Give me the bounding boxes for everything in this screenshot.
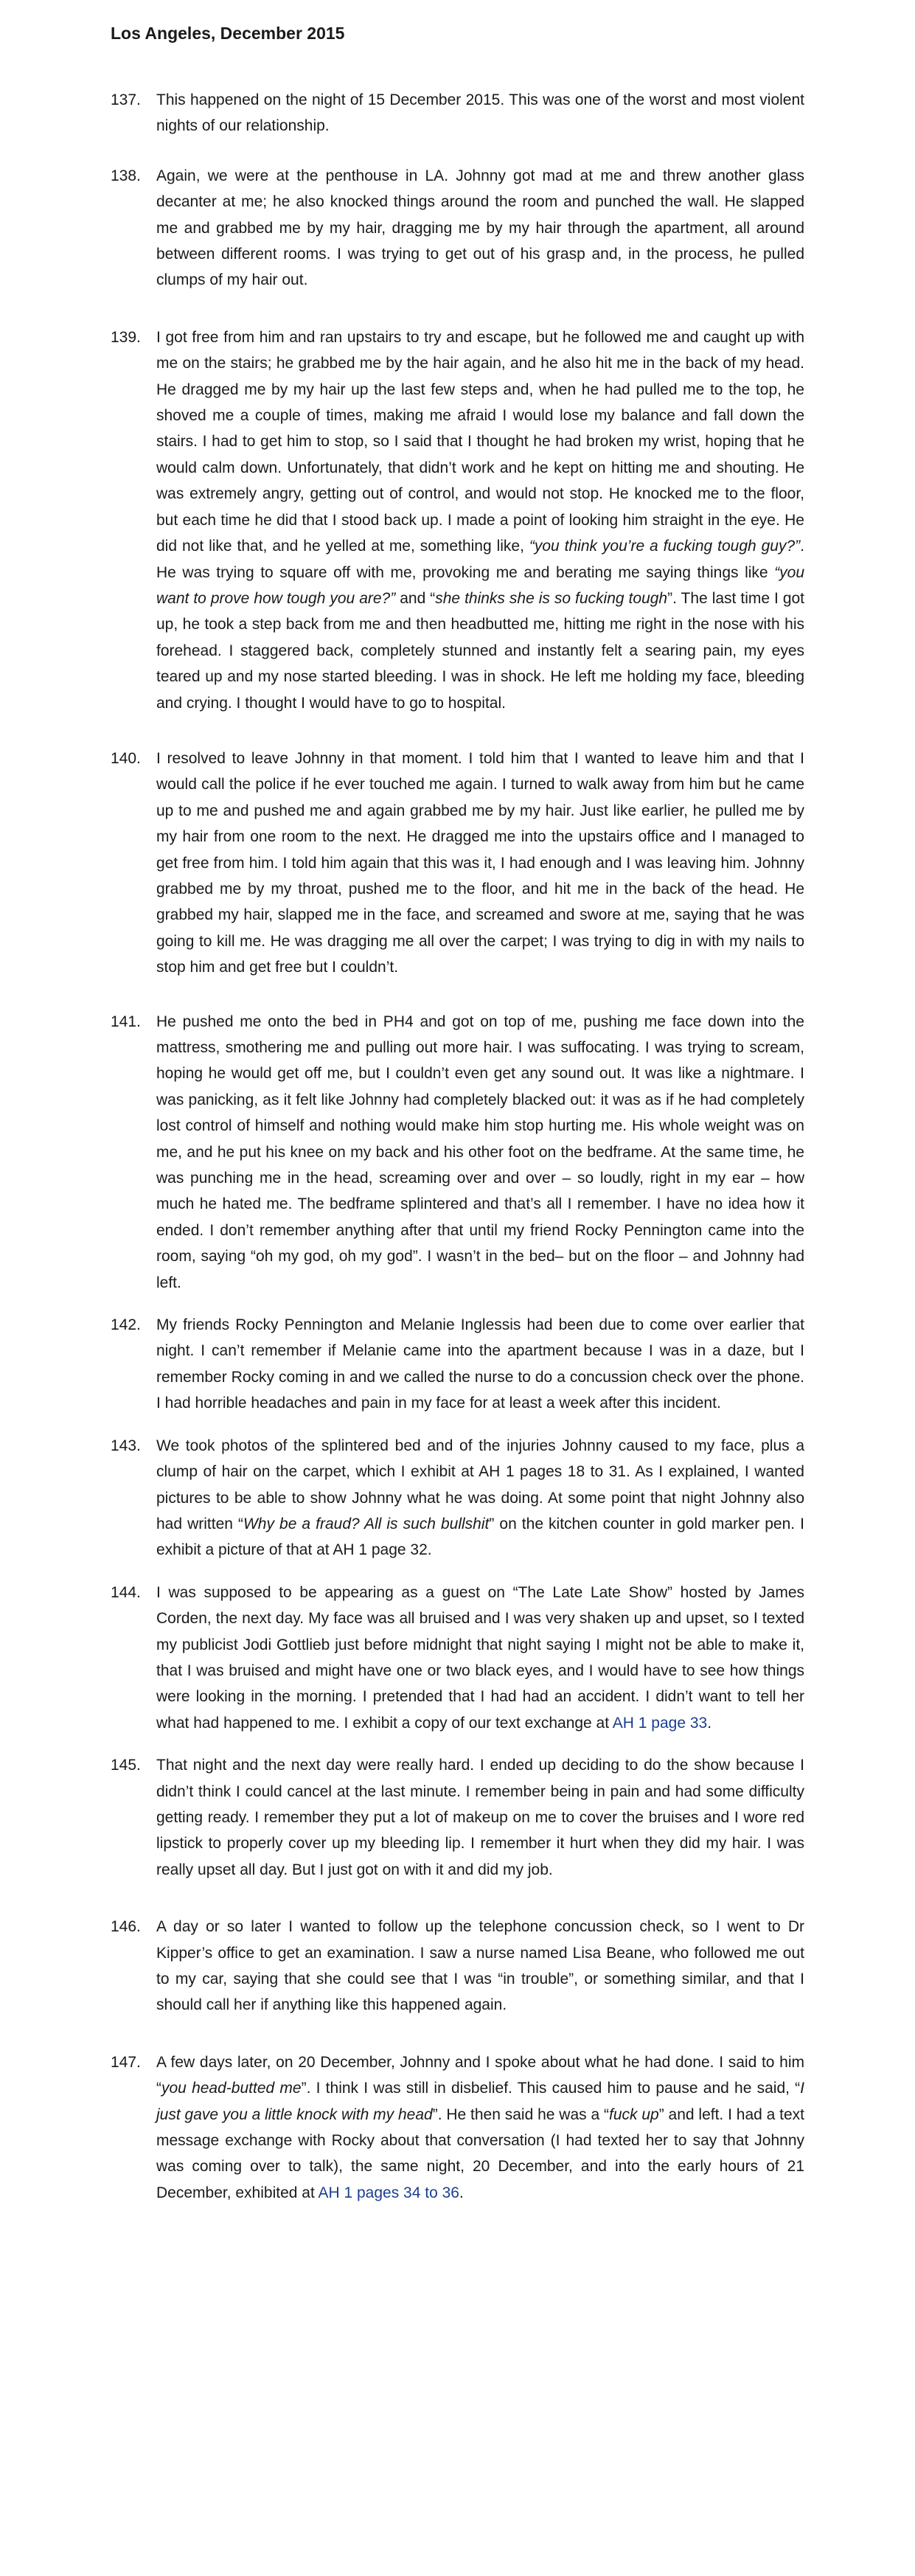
text-run: I was supposed to be appearing as a guest on “The Late Late Show” hosted by James Corden, the next day. My face was all bruised and I was very shaken up and upset, so I texted my publicist Jodi Gottlieb just before midnight that night saying I might not be able to make it, that I was bruised and might have one or two black eyes, and I would have to see how things were looking in the morning. I pretended that I had had an accident. I didn’t want to tell her what had happened to me. I exhibit a copy of our text exchange at [156, 1583, 804, 1732]
paragraph-text [156, 1009, 804, 1296]
paragraph-number: 147. [111, 2053, 141, 2071]
paragraph-text [156, 1312, 804, 1417]
quoted-speech: I just gave you a little knock with my head [156, 2080, 805, 2123]
paragraph-text [156, 87, 804, 139]
paragraph-number: 143. [111, 1437, 141, 1454]
numbered-paragraph [111, 746, 804, 981]
quoted-speech: “you think you’re a fucking tough guy?” [529, 538, 801, 555]
paragraph-list [111, 87, 804, 2206]
quoted-speech: you head-butted me [161, 2080, 302, 2097]
numbered-paragraph [111, 2049, 804, 2206]
text-run: and “ [395, 589, 436, 607]
paragraph-text [156, 163, 804, 294]
paragraph-text [156, 1433, 804, 1563]
section-heading: Los Angeles, December 2015 [111, 24, 345, 43]
paragraph-number: 138. [111, 167, 141, 184]
text-run: We took photos of the splintered bed and of the injuries Johnny caused to my face, plus a clump of hair on the carpet, which I exhibit at AH 1 pages 18 to 31. As I explained, I wanted pictures to be able to show Johnny what he was doing. At some point that night Johnny also had written “ [156, 1437, 804, 1532]
text-run: ” on the kitchen counter in gold marker pen. I exhibit a picture of that at AH 1 page 32. [156, 1515, 805, 1559]
quoted-speech: “you want to prove how tough you are?” [156, 563, 804, 607]
paragraph-text [156, 1914, 804, 2018]
numbered-paragraph [111, 1009, 804, 1296]
text-run: ”. I think I was still in disbelief. This caused him to pause and he said, “ [301, 2080, 801, 2097]
exhibit-reference-link[interactable]: AH 1 pages 34 to 36 [318, 2184, 459, 2201]
paragraph-text [156, 324, 804, 716]
text-run: He pushed me onto the bed in PH4 and got on top of me, pushing me face down into the mattress, smothering me and pulling out more hair. I was suffocating. I was trying to scream, hoping he would get off me, but I couldn’t even get any sound out. It was like a nightmare. I was panicking, as it felt like Johnny had completely blacked out: it was as if he had completely lost control of himself and nothing would make him stop hurting me. His whole weight was on me, and he put his knee on my back and his other foot on the bedframe. At the same time, he was punching me in the head, screaming over and over – so loudly, right in my ear – how much he hated me. The bedframe splintered and that’s all I remember. I have no idea how it ended. I don’t remember anything after that until my friend Rocky Pennington came into the room, saying “oh my god, oh my god”. I wasn’t in the bed– but on the floor – and Johnny had left. [156, 1013, 804, 1291]
paragraph-text [156, 746, 804, 981]
text-run: Again, we were at the penthouse in LA. Johnny got mad at me and threw another glass decanter at me; he also knocked things around the room and punched the wall. He slapped me and grabbed me by my hair, dragging me by my hair through the apartment, all around between different rooms. I was trying to get out of his grasp and, in the process, he pulled clumps of my hair out. [156, 167, 804, 289]
text-run: That night and the next day were really hard. I ended up deciding to do the show because I didn’t think I could cancel at the last minute. I remember being in pain and had some difficulty getting ready. I remember they put a lot of makeup on me to cover the bruises and I wore red lipstick to properly cover up my bleeding lip. I remember it hurt when they did my hair. I was really upset all day. But I just got on with it and did my job. [156, 1757, 804, 1878]
paragraph-number: 140. [111, 749, 141, 767]
paragraph-text [156, 2049, 804, 2206]
text-run: A few days later, on 20 December, Johnny and I spoke about what he had done. I said to him “ [156, 2053, 804, 2097]
text-run: I resolved to leave Johnny in that moment. I told him that I wanted to leave him and that I would call the police if he ever touched me again. I turned to walk away from him but he came up to me and pushed me and again grabbed me by my hair. Just like earlier, he pulled me by my hair from one room to the next. He dragged me into the upstairs office and I managed to get free from him. I told him again that this was it, I had enough and I was leaving him. Johnny grabbed me by my throat, pushed me to the floor, and hit me in the back of the head. He grabbed my hair, slapped me in the face, and screamed and swore at me, saying that he was going to kill me. He was dragging me all over the carpet; I was trying to dig in with my nails to stop him and get free but I couldn’t. [156, 749, 804, 976]
paragraph-number: 142. [111, 1316, 141, 1334]
paragraph-text [156, 1580, 804, 1736]
text-run: . [459, 2184, 464, 2201]
text-run: My friends Rocky Pennington and Melanie Inglessis had been due to come over earlier that night. I can’t remember if Melanie came into the apartment because I was in a daze, but I remember Rocky coming in and we called the nurse to do a concussion check over the phone. I had horrible headaches and pain in my face for at least a week after this incident. [156, 1316, 804, 1412]
numbered-paragraph [111, 324, 804, 716]
quoted-speech: Why be a fraud? All is such bullshit [243, 1515, 490, 1532]
numbered-paragraph [111, 1312, 804, 1417]
quoted-speech: she thinks she is so fucking tough [435, 589, 668, 607]
paragraph-number: 144. [111, 1583, 141, 1601]
paragraph-text [156, 1752, 804, 1883]
paragraph-number: 141. [111, 1013, 141, 1030]
exhibit-reference-link[interactable]: AH 1 page 33 [612, 1714, 708, 1732]
quoted-speech: fuck up [609, 2105, 659, 2123]
text-run: ” and left. I had a text message exchange with Rocky about that conversation (I had texted her to say that Johnny was coming over to talk), the same night, 20 December, and into the early hours of 21 December, exhibited at [156, 2105, 805, 2201]
numbered-paragraph [111, 1914, 804, 2018]
text-run: . [707, 1714, 712, 1732]
paragraph-number: 139. [111, 328, 141, 346]
text-run: I got free from him and ran upstairs to try and escape, but he followed me and caught up with me on the stairs; he grabbed me by the hair again, and he also hit me in the back of my head. He dragged me by my hair up the last few steps and, when he had pulled me to the top, he shoved me a couple of times, making me afraid I would lose my balance and fall down the stairs. I had to get him to stop, so I said that I thought he had broken my wrist, hoping that he would calm down. Unfortunately, that didn’t work and he kept on hitting me and shouting. He was extremely angry, getting out of control, and would not stop. He knocked me to the floor, but each time he did that I stood back up. I made a point of looking him straight in the eye. He did not like that, and he yelled at me, something like, [156, 328, 804, 555]
numbered-paragraph [111, 1580, 804, 1736]
numbered-paragraph [111, 1752, 804, 1883]
paragraph-number: 137. [111, 91, 141, 108]
numbered-paragraph [111, 163, 804, 294]
text-run: . He was trying to square off with me, provoking me and berating me saying things like [156, 538, 804, 581]
text-run: This happened on the night of 15 December 2015. This was one of the worst and most violent nights of our relationship. [156, 91, 804, 135]
text-run: ”. He then said he was a “ [432, 2105, 609, 2123]
numbered-paragraph [111, 87, 804, 139]
paragraph-number: 146. [111, 1918, 141, 1936]
text-run: A day or so later I wanted to follow up the telephone concussion check, so I went to Dr Kipper’s office to get an examination. I saw a nurse named Lisa Beane, who followed me out to my car, saying that she could see that I was “in trouble”, or something similar, and that I should call her if anything like this happened again. [156, 1918, 804, 2014]
paragraph-number: 145. [111, 1757, 141, 1774]
numbered-paragraph [111, 1433, 804, 1563]
text-run: ”. The last time I got up, he took a step back from me and then headbutted me, hitting me right in the nose with his forehead. I staggered back, completely stunned and instantly felt a searing pain, my eyes teared up and my nose started bleeding. I was in shock. He left me holding my face, bleeding and crying. I thought I would have to go to hospital. [156, 589, 805, 712]
